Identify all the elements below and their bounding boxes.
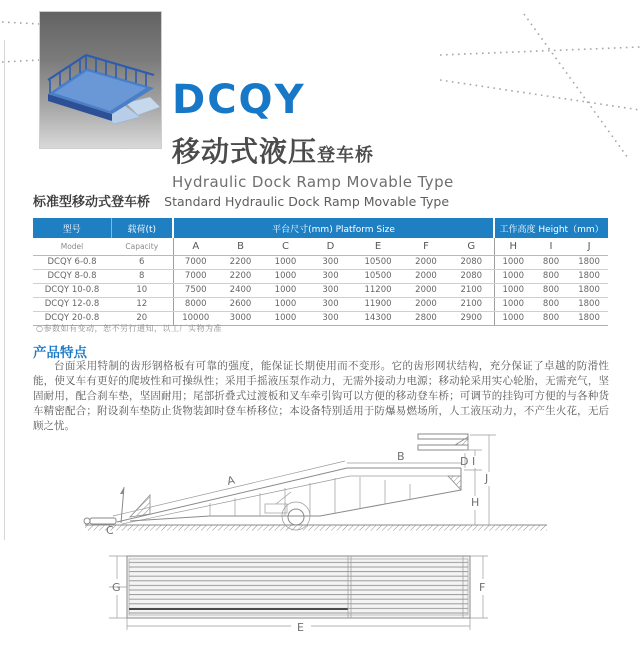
table-cell: 800 bbox=[532, 311, 570, 325]
table-cell: 10500 bbox=[353, 255, 403, 269]
table-cell: 2600 bbox=[218, 297, 263, 311]
table-header-group-row bbox=[33, 218, 608, 238]
platform-plan bbox=[127, 556, 470, 618]
spec-table bbox=[33, 218, 608, 326]
table-cell: 7000 bbox=[173, 269, 218, 283]
table-cell: 10000 bbox=[173, 311, 218, 325]
product-title-cn-sub: 登车桥 bbox=[317, 145, 375, 166]
table-cell: 1000 bbox=[263, 311, 308, 325]
ramp-outline bbox=[84, 468, 461, 530]
features-paragraph: 台面采用特制的齿形钢格板有可靠的强度，能保证长期使用而不变形。它的齿形网状结构，充分保证了卓越的防滑性能，使叉车有更好的爬坡性和可操纵性；采用手摇液压泵作动力，无需外接动力电源；移动轮采用实心轮胎，无需充气，坚固耐用，配合刹车垫，坚固耐用；尾部折叠式过渡板和叉车牵引钩可以方便的移动登车桥；可调节的挂钩可方便的与各种货车精密配合；附设刹车垫防止货物装卸时登车桥移位；本设备特别适用于防爆易燃场所，人工液压动力，不产生火花，无后顾之忧。 bbox=[33, 360, 609, 432]
table-cell: DCQY 20-0.8 bbox=[33, 311, 111, 325]
table-cell: 1800 bbox=[570, 283, 608, 297]
section-heading bbox=[33, 191, 449, 210]
table-cell: 6 bbox=[111, 255, 173, 269]
table-row bbox=[33, 283, 608, 297]
table-cell: 2800 bbox=[403, 311, 449, 325]
label-J: J bbox=[485, 472, 489, 485]
table-cell: 2080 bbox=[449, 269, 494, 283]
title-block bbox=[172, 78, 454, 191]
spec-table-body bbox=[33, 255, 608, 325]
table-cell: 800 bbox=[532, 283, 570, 297]
table-cell: 2100 bbox=[449, 283, 494, 297]
table-cell: 300 bbox=[308, 255, 353, 269]
column-letter: D bbox=[308, 238, 353, 255]
table-cell: 1000 bbox=[494, 311, 532, 325]
ground-line bbox=[85, 525, 547, 531]
table-cell: 2100 bbox=[449, 297, 494, 311]
table-cell: 11900 bbox=[353, 297, 403, 311]
section-heading-en: Standard Hydraulic Dock Ramp Movable Type bbox=[164, 194, 450, 209]
table-cell: 20 bbox=[111, 311, 173, 325]
table-cell: 1000 bbox=[494, 269, 532, 283]
table-cell: 2000 bbox=[403, 255, 449, 269]
table-cell: 1000 bbox=[263, 255, 308, 269]
product-title-cn bbox=[172, 130, 454, 170]
table-cell: 1800 bbox=[570, 269, 608, 283]
header-model: 型号 bbox=[33, 218, 111, 238]
brand-model-title: DCQY bbox=[172, 77, 306, 123]
section-heading-cn: 标准型移动式登车桥 bbox=[33, 195, 151, 210]
header-capacity-en: Capacity bbox=[111, 238, 173, 255]
table-cell: 7000 bbox=[173, 255, 218, 269]
column-letter: H bbox=[494, 238, 532, 255]
column-letter: I bbox=[532, 238, 570, 255]
column-letter: J bbox=[570, 238, 608, 255]
table-cell: 1800 bbox=[570, 255, 608, 269]
table-cell: DCQY 10-0.8 bbox=[33, 283, 111, 297]
dimension-lines bbox=[113, 435, 496, 525]
column-letter: F bbox=[403, 238, 449, 255]
table-cell: 2400 bbox=[218, 283, 263, 297]
table-cell: 2000 bbox=[403, 283, 449, 297]
features-heading: 产品特点 bbox=[33, 345, 87, 361]
table-cell: 14300 bbox=[353, 311, 403, 325]
table-cell: 300 bbox=[308, 297, 353, 311]
table-cell: 3000 bbox=[218, 311, 263, 325]
truck-bed bbox=[418, 434, 468, 450]
column-letter: A bbox=[173, 238, 218, 255]
table-footnote: ○参数如有变动，恕不另行通知，以工厂实物为准 bbox=[36, 324, 222, 333]
plan-view-diagram bbox=[95, 543, 575, 655]
header-model-en: Model bbox=[33, 238, 111, 255]
column-letter: B bbox=[218, 238, 263, 255]
table-cell: 1000 bbox=[494, 297, 532, 311]
label-I: I bbox=[472, 455, 476, 468]
table-cell: 800 bbox=[532, 269, 570, 283]
product-title-en: Hydraulic Dock Ramp Movable Type bbox=[172, 173, 454, 191]
table-cell: 8 bbox=[111, 269, 173, 283]
table-cell: 2000 bbox=[403, 269, 449, 283]
table-cell: 1000 bbox=[494, 255, 532, 269]
label-E: E bbox=[297, 621, 304, 634]
table-cell: 11200 bbox=[353, 283, 403, 297]
table-cell: 300 bbox=[308, 283, 353, 297]
product-title-cn-main: 移动式液压 bbox=[172, 135, 318, 168]
product-photo bbox=[40, 12, 161, 148]
table-cell: 800 bbox=[532, 297, 570, 311]
header-platform-size: 平台尺寸(mm) Platform Size bbox=[173, 218, 494, 238]
table-row bbox=[33, 269, 608, 283]
table-cell: 1800 bbox=[570, 311, 608, 325]
table-cell: 1000 bbox=[263, 269, 308, 283]
table-cell: 300 bbox=[308, 311, 353, 325]
column-letter: G bbox=[449, 238, 494, 255]
table-cell: 7500 bbox=[173, 283, 218, 297]
table-cell: 2000 bbox=[403, 297, 449, 311]
table-cell: 2900 bbox=[449, 311, 494, 325]
table-cell: 2200 bbox=[218, 269, 263, 283]
column-letters-row bbox=[33, 238, 608, 255]
column-letter: C bbox=[263, 238, 308, 255]
label-F: F bbox=[479, 581, 486, 594]
header-working-height: 工作高度 Height（mm） bbox=[494, 218, 608, 238]
table-cell: 800 bbox=[532, 255, 570, 269]
table-cell: 10500 bbox=[353, 269, 403, 283]
table-cell: 300 bbox=[308, 269, 353, 283]
side-view-diagram bbox=[60, 428, 580, 550]
label-G: G bbox=[112, 581, 121, 594]
table-cell: 2080 bbox=[449, 255, 494, 269]
table-cell: 2200 bbox=[218, 255, 263, 269]
table-cell: 1000 bbox=[263, 283, 308, 297]
table-cell: 1800 bbox=[570, 297, 608, 311]
table-cell: 8000 bbox=[173, 297, 218, 311]
table-cell: DCQY 6-0.8 bbox=[33, 255, 111, 269]
dock-ramp-illustration bbox=[40, 12, 161, 148]
column-letter: E bbox=[353, 238, 403, 255]
label-D: D bbox=[460, 455, 469, 468]
label-B: B bbox=[397, 450, 405, 463]
table-cell: 1000 bbox=[494, 283, 532, 297]
label-A: A bbox=[225, 473, 237, 488]
header-capacity: 载荷(t) bbox=[111, 218, 173, 238]
table-row bbox=[33, 297, 608, 311]
label-C: C bbox=[106, 524, 114, 537]
table-cell: DCQY 12-0.8 bbox=[33, 297, 111, 311]
table-cell: DCQY 8-0.8 bbox=[33, 269, 111, 283]
table-cell: 10 bbox=[111, 283, 173, 297]
label-H: H bbox=[471, 496, 480, 509]
table-cell: 12 bbox=[111, 297, 173, 311]
table-row bbox=[33, 255, 608, 269]
table-cell: 1000 bbox=[263, 297, 308, 311]
